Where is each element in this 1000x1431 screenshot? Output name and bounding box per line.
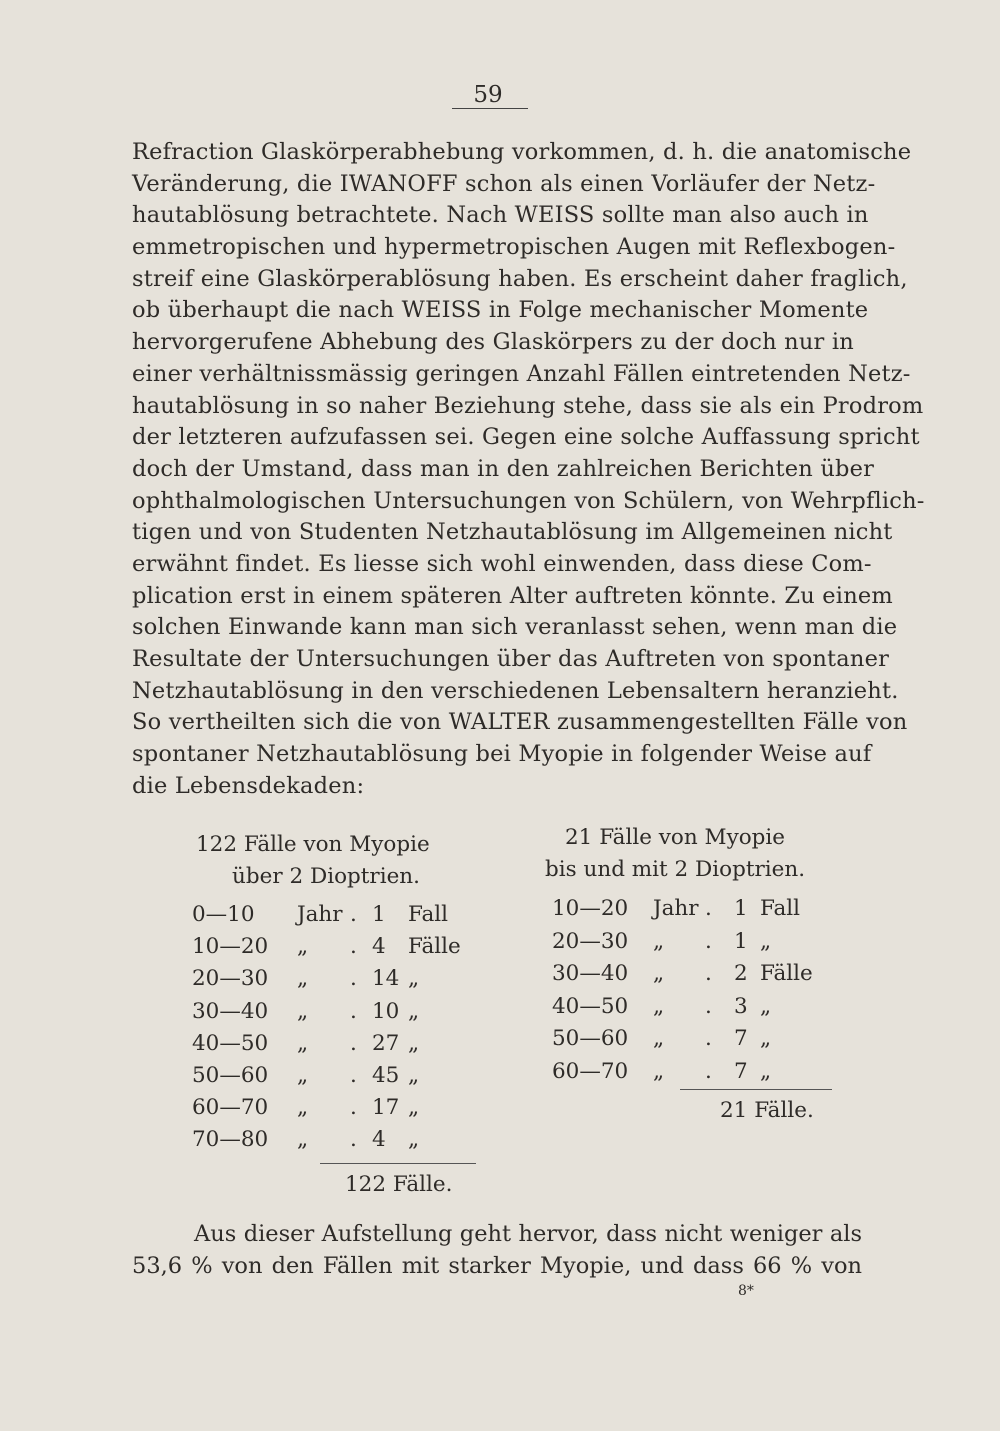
body-line: einer verhältnissmässig geringen Anzahl Fällen eintretenden Netz- — [132, 360, 911, 387]
cell-dot: . — [350, 902, 357, 927]
cell-count: 7 — [734, 1026, 748, 1051]
table-left-heading: 122 Fälle von Myopie — [196, 832, 430, 857]
cell-dot: . — [350, 934, 357, 960]
body-paragraph — [132, 137, 925, 802]
cell-range: 10—20 — [192, 934, 269, 960]
body-line: doch der Umstand, dass man in den zahlreichen Berichten über — [132, 455, 875, 482]
cell-unit: „ — [297, 1063, 309, 1088]
body-line: erwähnt findet. Es liesse sich wohl einwenden, dass diese Com- — [132, 550, 872, 577]
cell-dot: . — [350, 1030, 357, 1056]
cell-count: 45 — [372, 1063, 400, 1088]
cell-dot: . — [705, 1058, 712, 1084]
cell-count: 2 — [734, 961, 748, 986]
table-right-sum-rule — [680, 1089, 832, 1090]
body-line: emmetropischen und hypermetropischen Augen mit Reflexbogen- — [132, 234, 896, 261]
cell-range: 0—10 — [192, 902, 255, 927]
body-line: Veränderung, die IWANOFF schon als einen Vorläufer der Netz- — [132, 170, 876, 197]
cell-range: 50—60 — [552, 1026, 629, 1051]
cell-range: 60—70 — [192, 1095, 269, 1121]
body-line: ob überhaupt die nach WEISS in Folge mechanischer Momente — [132, 297, 869, 324]
body-line: Refraction Glaskörperabhebung vorkommen, d. h. die anatomische — [132, 139, 912, 165]
cell-unit: „ — [297, 934, 309, 960]
table-right-subheading: bis und mit 2 Dioptrien. — [545, 857, 806, 882]
body-line: So vertheilten sich die von WALTER zusammengestellten Fälle von — [132, 709, 908, 736]
cell-range: 50—60 — [192, 1063, 269, 1088]
body-line: plication erst in einem späteren Alter auftreten könnte. Zu einem — [132, 582, 893, 609]
cell-unit: „ — [297, 998, 309, 1024]
cell-unit: „ — [297, 1127, 309, 1153]
cell-range: 20—30 — [552, 928, 629, 954]
cell-dot: . — [705, 961, 712, 986]
cell-dot: . — [705, 928, 712, 954]
cell-count: 1 — [734, 928, 748, 954]
cell-unit: „ — [297, 966, 309, 992]
table-right-total: 21 Fälle. — [720, 1098, 814, 1123]
cell-range: 40—50 — [552, 993, 629, 1019]
closing-paragraph — [132, 1218, 862, 1281]
cell-label: Fälle — [760, 961, 813, 986]
cell-unit: „ — [653, 1058, 665, 1084]
cell-dot: . — [705, 1026, 712, 1051]
cell-unit: „ — [653, 993, 665, 1019]
body-line: spontaner Netzhautablösung bei Myopie in folgender Weise auf — [132, 741, 872, 768]
cell-range: 70—80 — [192, 1127, 269, 1153]
cell-label: „ — [760, 1026, 772, 1051]
body-line: solchen Einwande kann man sich veranlasst sehen, wenn man die — [132, 614, 898, 641]
cell-count: 10 — [372, 998, 400, 1024]
cell-range: 20—30 — [192, 966, 269, 992]
body-line: hautablösung betrachtete. Nach WEISS sollte man also auch in — [132, 202, 869, 229]
cell-range: 30—40 — [192, 998, 269, 1024]
body-line: tigen und von Studenten Netzhautablösung im Allgemeinen nicht — [132, 519, 893, 546]
page-number: 59 — [473, 82, 503, 108]
cell-label: „ — [408, 966, 420, 992]
body-line: Resultate der Untersuchungen über das Auftreten von spontaner — [132, 646, 890, 672]
table-left-total: 122 Fälle. — [345, 1172, 453, 1197]
cell-count: 4 — [372, 934, 386, 960]
cell-label: „ — [408, 998, 420, 1024]
cell-count: 17 — [372, 1095, 400, 1121]
body-line: streif eine Glaskörperablösung haben. Es erscheint daher fraglich, — [132, 265, 908, 292]
cell-dot: . — [350, 998, 357, 1024]
cell-unit: Jahr — [653, 896, 699, 921]
cell-label: „ — [408, 1030, 420, 1056]
cell-label: „ — [408, 1063, 420, 1088]
table-left-subheading: über 2 Dioptrien. — [232, 864, 420, 889]
cell-label: Fall — [760, 896, 801, 921]
body-line: die Lebensdekaden: — [132, 772, 365, 799]
cell-unit: „ — [653, 928, 665, 954]
cell-label: „ — [408, 1127, 420, 1153]
table-right-heading: 21 Fälle von Myopie — [565, 825, 786, 850]
cell-unit: Jahr — [297, 902, 343, 927]
body-line: 53,6 % von den Fällen mit starker Myopie, und dass 66 % von — [132, 1252, 862, 1279]
cell-label: Fall — [408, 902, 449, 927]
body-line: hautablösung in so naher Beziehung stehe, dass sie als ein Prodrom — [132, 392, 924, 419]
cell-count: 1 — [734, 896, 748, 921]
cell-label: „ — [408, 1095, 420, 1121]
cell-unit: „ — [297, 1030, 309, 1056]
cell-range: 30—40 — [552, 961, 629, 986]
cell-dot: . — [705, 896, 712, 921]
cell-dot: . — [350, 1095, 357, 1121]
body-line: hervorgerufene Abhebung des Glaskörpers zu der doch nur in — [132, 329, 854, 356]
signature-mark: 8* — [738, 1283, 754, 1299]
cell-range: 60—70 — [552, 1058, 629, 1084]
cell-dot: . — [350, 1127, 357, 1153]
cell-dot: . — [705, 993, 712, 1019]
cell-count: 27 — [372, 1030, 400, 1056]
body-line: Aus dieser Aufstellung geht hervor, dass nicht weniger als — [194, 1221, 862, 1247]
table-left-sum-rule — [320, 1163, 476, 1164]
cell-dot: . — [350, 966, 357, 992]
cell-count: 1 — [372, 902, 386, 927]
cell-count: 7 — [734, 1058, 748, 1084]
cell-range: 10—20 — [552, 896, 629, 921]
body-line: Netzhautablösung in den verschiedenen Lebensaltern heranzieht. — [132, 677, 899, 704]
cell-label: „ — [760, 993, 772, 1019]
body-line: ophthalmologischen Untersuchungen von Schülern, von Wehrpflich- — [132, 487, 925, 514]
cell-range: 40—50 — [192, 1030, 269, 1056]
cell-count: 3 — [734, 993, 748, 1019]
cell-count: 4 — [372, 1127, 386, 1153]
cell-unit: „ — [653, 961, 665, 986]
cell-label: „ — [760, 1058, 772, 1084]
cell-unit: „ — [653, 1026, 665, 1051]
cell-label: „ — [760, 928, 772, 954]
body-line: der letzteren aufzufassen sei. Gegen eine solche Auffassung spricht — [132, 424, 920, 451]
cell-dot: . — [350, 1063, 357, 1088]
cell-unit: „ — [297, 1095, 309, 1121]
cell-label: Fälle — [408, 934, 461, 960]
cell-count: 14 — [372, 966, 400, 992]
page-number-rule — [452, 108, 528, 109]
